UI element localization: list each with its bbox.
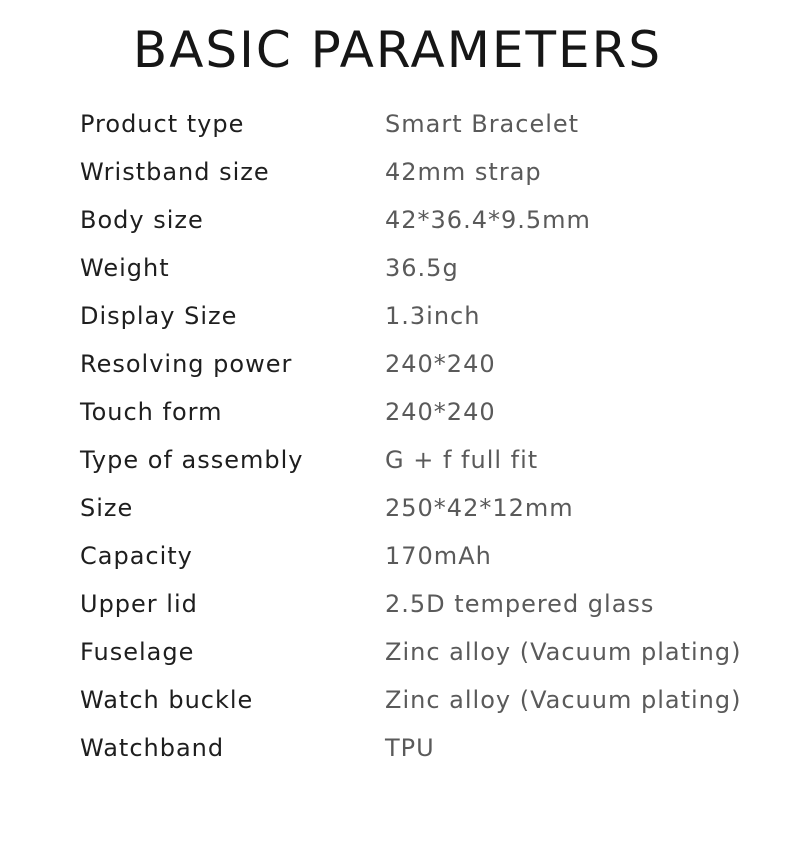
parameter-value: TPU <box>385 734 435 762</box>
parameter-value: 1.3inch <box>385 302 481 330</box>
parameter-row-resolving-power <box>80 340 760 388</box>
parameter-row-size <box>80 484 760 532</box>
parameter-row-fuselage <box>80 628 760 676</box>
parameter-label: Upper lid <box>80 590 198 618</box>
parameter-row-capacity <box>80 532 760 580</box>
parameter-value: G + f full fit <box>385 446 539 474</box>
parameter-label: Watchband <box>80 734 225 762</box>
parameter-row-type-of-assembly <box>80 436 760 484</box>
parameter-row-touch-form <box>80 388 760 436</box>
parameter-value: 170mAh <box>385 542 492 570</box>
parameter-label: Body size <box>80 206 204 234</box>
parameter-label: Weight <box>80 254 170 282</box>
parameter-label: Capacity <box>80 542 193 570</box>
parameter-row-watchband <box>80 724 760 772</box>
parameter-label: Size <box>80 494 134 522</box>
parameter-label: Fuselage <box>80 638 195 666</box>
parameter-label: Touch form <box>80 398 223 426</box>
parameter-label: Resolving power <box>80 350 293 378</box>
parameter-row-watch-buckle <box>80 676 760 724</box>
parameter-label: Type of assembly <box>80 446 304 474</box>
parameter-value: 36.5g <box>385 254 459 282</box>
parameter-row-weight <box>80 244 760 292</box>
parameter-row-body-size <box>80 196 760 244</box>
parameter-value: 2.5D tempered glass <box>385 590 655 618</box>
parameter-value: 240*240 <box>385 398 496 426</box>
page-title: BASIC PARAMETERS <box>132 21 663 79</box>
parameters-table <box>80 100 760 772</box>
parameter-row-product-type <box>80 100 760 148</box>
parameter-label: Watch buckle <box>80 686 254 714</box>
parameter-value: 240*240 <box>385 350 496 378</box>
parameter-label: Product type <box>80 110 245 138</box>
parameter-value: Zinc alloy (Vacuum plating) <box>385 638 742 666</box>
parameter-value: Smart Bracelet <box>385 110 580 138</box>
parameter-row-wristband-size <box>80 148 760 196</box>
parameter-value: Zinc alloy (Vacuum plating) <box>385 686 742 714</box>
parameter-label: Wristband size <box>80 158 270 186</box>
parameter-label: Display Size <box>80 302 238 330</box>
parameter-row-upper-lid <box>80 580 760 628</box>
parameter-value: 42mm strap <box>385 158 542 186</box>
parameter-row-display-size <box>80 292 760 340</box>
parameter-value: 250*42*12mm <box>385 494 574 522</box>
parameter-value: 42*36.4*9.5mm <box>385 206 591 234</box>
